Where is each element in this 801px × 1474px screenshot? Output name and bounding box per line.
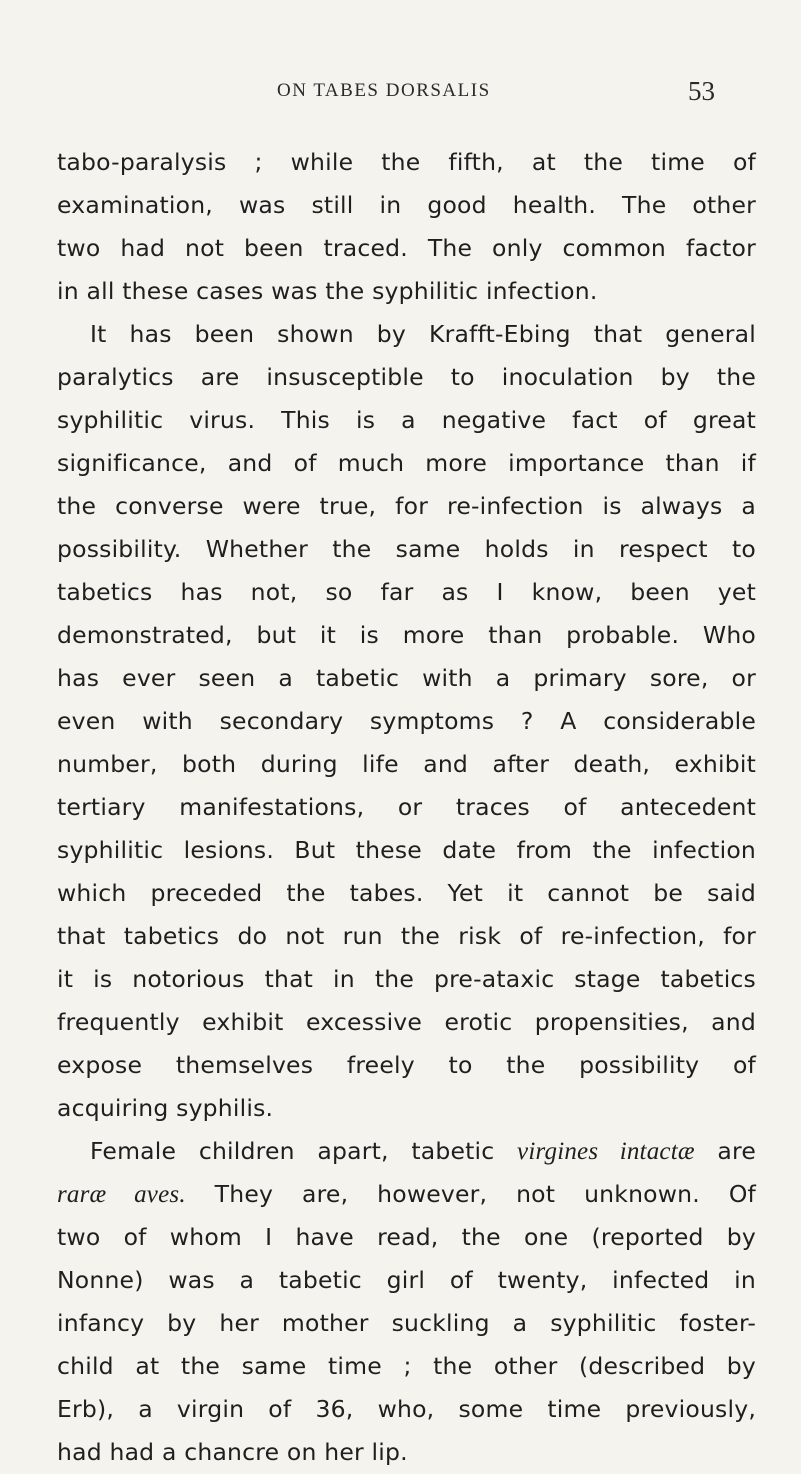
text-line: examination, was still in good health. The other — [57, 191, 756, 219]
text-line: syphilitic virus. This is a negative fact of great — [57, 406, 756, 434]
text-line: expose themselves freely to the possibility of — [57, 1051, 756, 1079]
text-line: Nonne) was a tabetic girl of twenty, infected in — [57, 1266, 756, 1294]
text-line: which preceded the tabes. Yet it cannot be said — [57, 879, 756, 907]
page-header — [0, 76, 801, 116]
text-line: tabetics has not, so far as I know, been yet — [57, 578, 756, 606]
text-line: It has been shown by Krafft-Ebing that general — [90, 320, 756, 348]
text-line: paralytics are insusceptible to inoculation by the — [57, 363, 756, 391]
body-text — [57, 141, 756, 1474]
text-line: Erb), a virgin of 36, who, some time previously, — [57, 1395, 756, 1423]
text-line: the converse were true, for re-infection is always a — [57, 492, 756, 520]
text-line: number, both during life and after death, exhibit — [57, 750, 756, 778]
text-line: tertiary manifestations, or traces of antecedent — [57, 793, 756, 821]
text-run: Female children apart, tabetic — [90, 1137, 518, 1165]
text-line: significance, and of much more importance than if — [57, 449, 756, 477]
text-line: two had not been traced. The only common factor — [57, 234, 756, 262]
text-line — [57, 1130, 756, 1173]
text-line: two of whom I have read, the one (reported by — [57, 1223, 756, 1251]
text-line — [57, 1173, 756, 1216]
text-line: possibility. Whether the same holds in respect to — [57, 535, 756, 563]
italic-phrase: raræ aves. — [57, 1181, 186, 1208]
text-run: are — [694, 1137, 756, 1165]
text-line: acquiring syphilis. — [57, 1094, 274, 1122]
text-line: had had a chancre on her lip. — [57, 1438, 408, 1466]
text-run: They are, however, not unknown. Of — [185, 1180, 756, 1208]
italic-phrase: virgines intactæ — [517, 1138, 695, 1165]
text-line: in all these cases was the syphilitic infection. — [57, 277, 598, 305]
page-number: 53 — [688, 76, 715, 106]
text-line: child at the same time ; the other (described by — [57, 1352, 756, 1380]
text-line: it is notorious that in the pre-ataxic stage tabetics — [57, 965, 756, 993]
text-line: syphilitic lesions. But these date from the infection — [57, 836, 756, 864]
text-line: infancy by her mother suckling a syphilitic foster- — [57, 1309, 756, 1337]
text-line: frequently exhibit excessive erotic propensities, and — [57, 1008, 756, 1036]
text-line: tabo-paralysis ; while the fifth, at the time of — [57, 148, 756, 176]
text-line: that tabetics do not run the risk of re-infection, for — [57, 922, 756, 950]
text-line: demonstrated, but it is more than probable. Who — [57, 621, 756, 649]
text-line: has ever seen a tabetic with a primary sore, or — [57, 664, 756, 692]
running-title: ON TABES DORSALIS — [277, 80, 491, 101]
text-line: even with secondary symptoms ? A considerable — [57, 707, 756, 735]
